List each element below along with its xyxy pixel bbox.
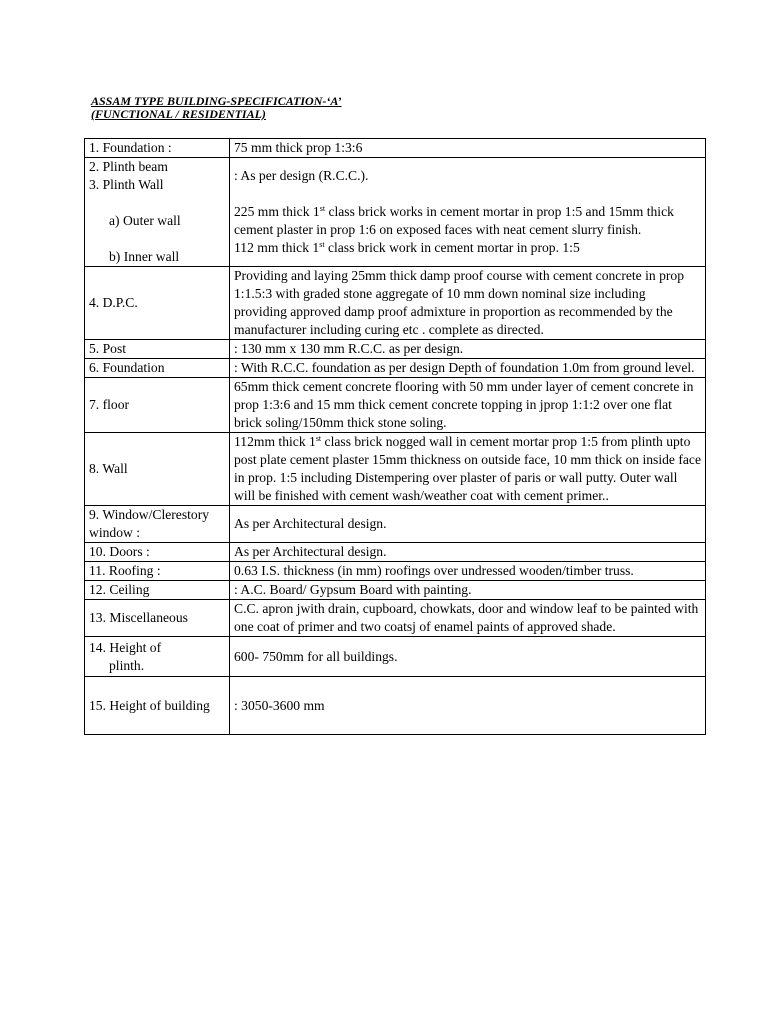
row-label-dpc: 4. D.P.C. [85,267,230,340]
title-line-1: ASSAM TYPE BUILDING-SPECIFICATION-‘A’ [91,94,342,108]
table-row [85,359,706,378]
table-row [85,340,706,359]
table-row [85,506,706,543]
table-row [85,267,706,340]
row-value-floor: 65mm thick cement concrete flooring with 50 mm under layer of cement concrete in prop 1:3:6 and 15 mm thick cement concrete topping in jprop 1:1:2 over one flat brick soling/150mm thick stone soling. [230,378,706,433]
row-value-roofing: 0.63 I.S. thickness (in mm) roofings over undressed wooden/timber truss. [230,562,706,581]
table-row [85,158,706,267]
row-value-plinth-height: 600- 750mm for all buildings. [230,637,706,677]
row-value-plinth [230,158,706,267]
table-row [85,139,706,158]
inner-wall-label: b) Inner wall [109,249,180,264]
row-label-foundation-2: 6. Foundation [85,359,230,378]
specification-table [84,138,706,735]
row-value-doors: As per Architectural design. [230,543,706,562]
row-label-foundation: 1. Foundation : [85,139,230,158]
row-value-wall: 112mm thick 1st class brick nogged wall in cement mortar prop 1:5 from plinth upto post plate cement plaster 15mm thickness on outside face, 10 mm thick on inside face in prop. 1:5 including Distempering over plaster of paris or wall putty. Outer wall will be finished with cement wash/weather coat with cement primer.. [230,433,706,506]
row-value-foundation: 75 mm thick prop 1:3:6 [230,139,706,158]
row-value-building-height: : 3050-3600 mm [230,677,706,735]
row-label-roofing: 11. Roofing : [85,562,230,581]
plinth-wall-label: 3. Plinth Wall [89,177,164,192]
row-label-plinth [85,158,230,267]
row-value-post: : 130 mm x 130 mm R.C.C. as per design. [230,340,706,359]
table-row [85,677,706,735]
row-value-dpc: Providing and laying 25mm thick damp proof course with cement concrete in prop 1:1.5:3 with graded stone aggregate of 10 mm down nominal size including providing approved damp proof admixture in proportion as recommended by the manufacturer including curing etc . complete as directed. [230,267,706,340]
row-label-misc: 13. Miscellaneous [85,600,230,637]
outer-wall-value: 225 mm thick 1st class brick works in cement mortar in prop 1:5 and 15mm thick cement plaster in prop 1:6 on exposed faces with neat cement slurry finish. [234,204,674,237]
outer-wall-label: a) Outer wall [109,213,181,228]
table-row [85,581,706,600]
plinth-beam-value: : As per design (R.C.C.). [234,168,369,183]
row-value-misc: C.C. apron jwith drain, cupboard, chowkats, door and window leaf to be painted with one coat of primer and two coatsj of enamel paints of approved shade. [230,600,706,637]
table-row [85,637,706,677]
table-row [85,378,706,433]
table-row [85,600,706,637]
row-label-ceiling: 12. Ceiling [85,581,230,600]
title-line-2: (FUNCTIONAL / RESIDENTIAL) [91,107,266,121]
document-title [91,95,342,121]
row-value-window: As per Architectural design. [230,506,706,543]
table-row [85,433,706,506]
row-label-post: 5. Post [85,340,230,359]
row-label-doors: 10. Doors : [85,543,230,562]
row-label-wall: 8. Wall [85,433,230,506]
row-value-ceiling: : A.C. Board/ Gypsum Board with painting. [230,581,706,600]
row-value-foundation-2: : With R.C.C. foundation as per design Depth of foundation 1.0m from ground level. [230,359,706,378]
table-row [85,562,706,581]
inner-wall-value: 112 mm thick 1st class brick work in cement mortar in prop. 1:5 [234,240,580,255]
table-row [85,543,706,562]
plinth-beam-label: 2. Plinth beam [89,159,168,174]
row-label-plinth-height: 14. Height of plinth. [85,637,230,677]
row-label-window: 9. Window/Clerestory window : [85,506,230,543]
row-label-building-height: 15. Height of building [85,677,230,735]
row-label-floor: 7. floor [85,378,230,433]
